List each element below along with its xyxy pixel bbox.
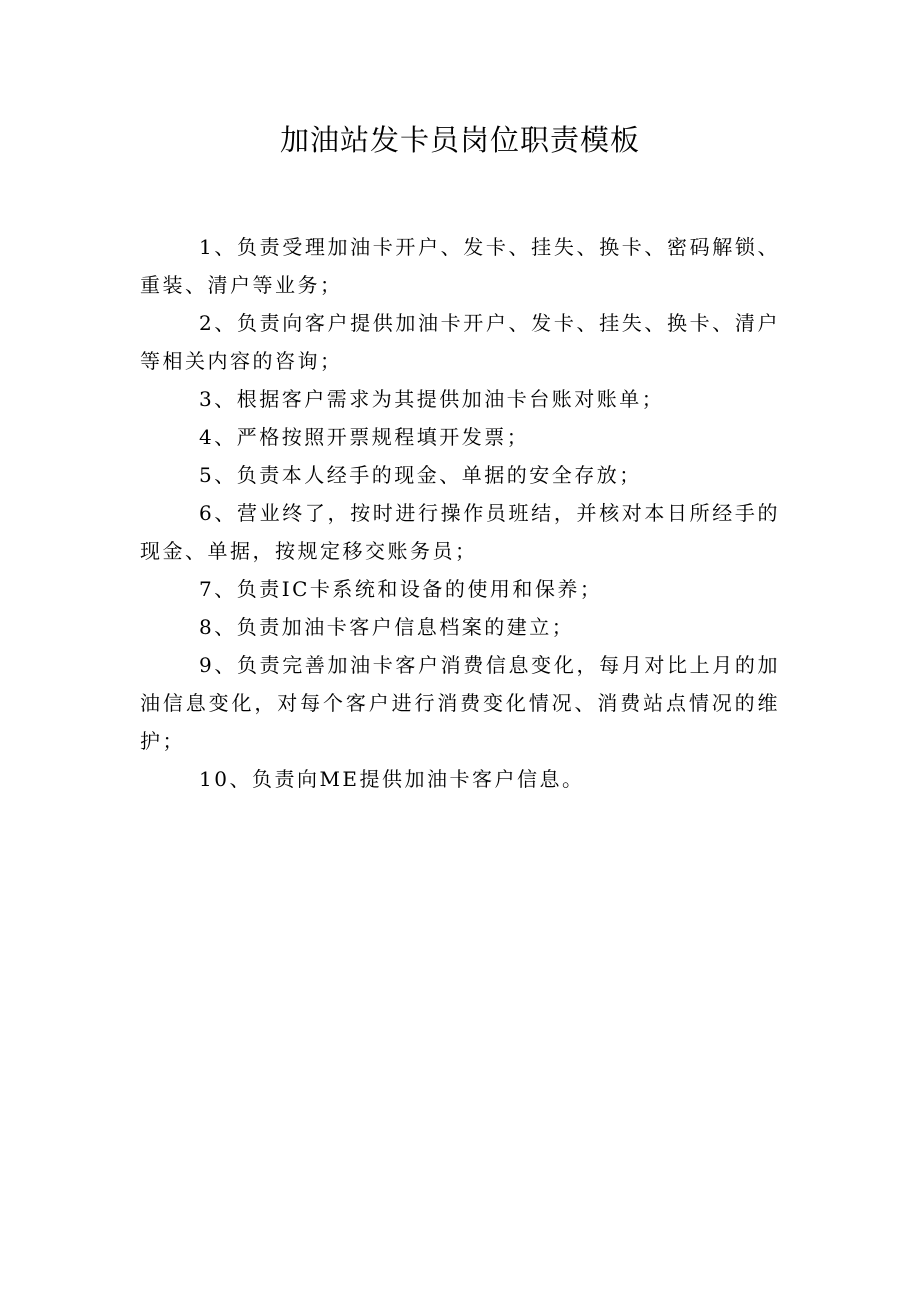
duty-item-1: 1、负责受理加油卡开户、发卡、挂失、换卡、密码解锁、重装、清户等业务； <box>140 235 780 297</box>
duty-item-9: 9、负责完善加油卡客户消费信息变化，每月对比上月的加油信息变化，对每个客户进行消费变化情况、消费站点情况的维护； <box>140 653 780 753</box>
duty-item-7: 7、负责IC卡系统和设备的使用和保养； <box>199 577 603 601</box>
duty-item-6: 6、营业终了，按时进行操作员班结，并核对本日所经手的现金、单据，按规定移交账务员； <box>140 501 780 563</box>
document-title: 加油站发卡员岗位职责模板 <box>279 123 640 157</box>
duty-item-8: 8、负责加油卡客户信息档案的建立； <box>199 615 575 639</box>
duty-item-3: 3、根据客户需求为其提供加油卡台账对账单； <box>199 387 665 411</box>
duty-item-2: 2、负责向客户提供加油卡开户、发卡、挂失、换卡、清户等相关内容的咨询； <box>140 311 780 373</box>
duties-list <box>140 228 780 798</box>
duty-item-4: 4、严格按照开票规程填开发票； <box>199 425 530 449</box>
duty-item-5: 5、负责本人经手的现金、单据的安全存放； <box>199 463 642 487</box>
duty-item-10: 10、负责向ME提供加油卡客户信息。 <box>199 767 585 791</box>
